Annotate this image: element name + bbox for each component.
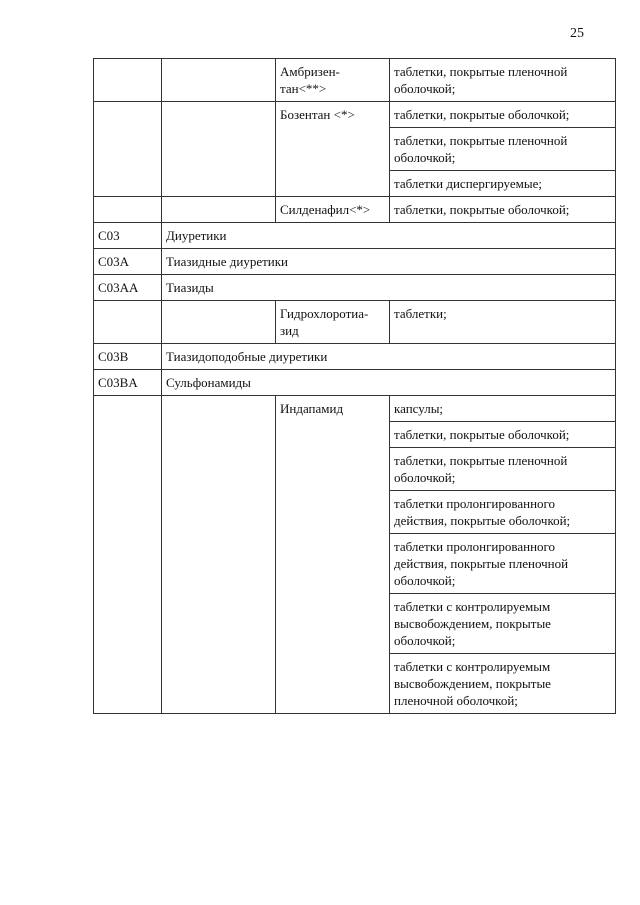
atc-code-cell: C03A bbox=[94, 249, 162, 275]
table-row bbox=[94, 275, 616, 301]
atc-group-label-cell: Сульфонамиды bbox=[162, 370, 616, 396]
atc-code-cell: C03AA bbox=[94, 275, 162, 301]
drug-name-cell: Гидрохлоротиа-зид bbox=[276, 301, 390, 344]
dosage-form-cell: таблетки с контролируемым высвобождением, покрытые оболочкой; bbox=[390, 594, 616, 654]
atc-group-label-cell: Тиазидоподобные диуретики bbox=[162, 344, 616, 370]
atc-code-cell: C03B bbox=[94, 344, 162, 370]
anatomic-group-cell bbox=[162, 102, 276, 197]
dosage-form-cell: таблетки; bbox=[390, 301, 616, 344]
table-row bbox=[94, 197, 616, 223]
dosage-form-cell: таблетки, покрытые пленочной оболочкой; bbox=[390, 59, 616, 102]
drug-name-cell: Бозентан <*> bbox=[276, 102, 390, 197]
atc-group-label-cell: Тиазидные диуретики bbox=[162, 249, 616, 275]
table-row bbox=[94, 396, 616, 422]
atc-group-label-cell: Диуретики bbox=[162, 223, 616, 249]
atc-code-cell bbox=[94, 396, 162, 714]
dosage-form-cell: капсулы; bbox=[390, 396, 616, 422]
table-row bbox=[94, 223, 616, 249]
atc-code-cell: C03BA bbox=[94, 370, 162, 396]
anatomic-group-cell bbox=[162, 197, 276, 223]
dosage-form-cell: таблетки пролонгированного действия, покрытые пленочной оболочкой; bbox=[390, 534, 616, 594]
drug-name-cell: Индапамид bbox=[276, 396, 390, 714]
dosage-form-cell: таблетки с контролируемым высвобождением, покрытые пленочной оболочкой; bbox=[390, 654, 616, 714]
atc-code-cell bbox=[94, 197, 162, 223]
table-row bbox=[94, 370, 616, 396]
dosage-form-cell: таблетки пролонгированного действия, покрытые оболочкой; bbox=[390, 491, 616, 534]
dosage-form-cell: таблетки, покрытые оболочкой; bbox=[390, 422, 616, 448]
table-row bbox=[94, 301, 616, 344]
table-row bbox=[94, 102, 616, 128]
drug-list-table bbox=[93, 58, 616, 714]
atc-code-cell bbox=[94, 59, 162, 102]
anatomic-group-cell bbox=[162, 59, 276, 102]
dosage-form-cell: таблетки диспергируемые; bbox=[390, 171, 616, 197]
atc-code-cell bbox=[94, 301, 162, 344]
drug-name-cell: Силденафил<*> bbox=[276, 197, 390, 223]
anatomic-group-cell bbox=[162, 301, 276, 344]
drug-name-cell: Амбризен-тан<**> bbox=[276, 59, 390, 102]
dosage-form-cell: таблетки, покрытые пленочной оболочкой; bbox=[390, 448, 616, 491]
table-row bbox=[94, 344, 616, 370]
table-row bbox=[94, 59, 616, 102]
page-number: 25 bbox=[570, 26, 584, 41]
atc-group-label-cell: Тиазиды bbox=[162, 275, 616, 301]
dosage-form-cell: таблетки, покрытые пленочной оболочкой; bbox=[390, 128, 616, 171]
atc-code-cell bbox=[94, 102, 162, 197]
anatomic-group-cell bbox=[162, 396, 276, 714]
dosage-form-cell: таблетки, покрытые оболочкой; bbox=[390, 102, 616, 128]
atc-code-cell: C03 bbox=[94, 223, 162, 249]
table-row bbox=[94, 249, 616, 275]
dosage-form-cell: таблетки, покрытые оболочкой; bbox=[390, 197, 616, 223]
